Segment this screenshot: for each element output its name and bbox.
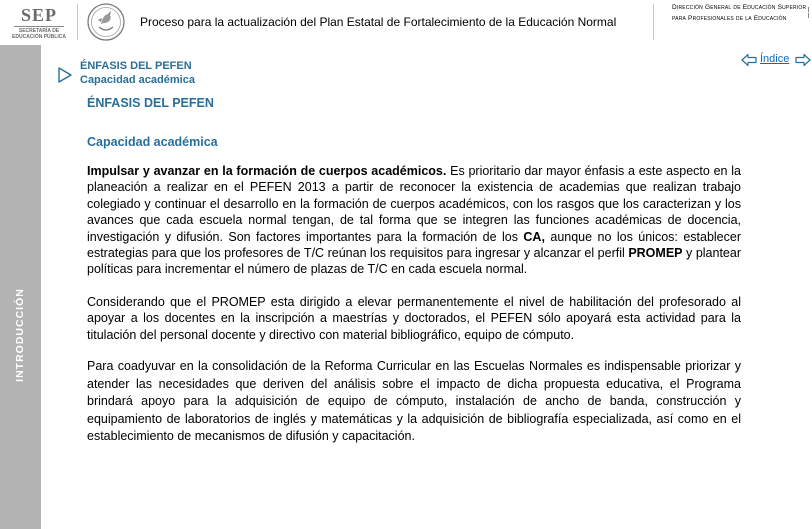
paragraph-promep: Considerando que el PROMEP esta dirigido a elevar permanentemente el nivel de habilitación del profesorado al apoyar a los docentes en la inscripción a maestrías y doctorados, el PEFEN sólo apoyará esta actividad para la titulación del personal docente y directivo con material bibliográfico, equipo de cómputo. [87, 294, 741, 342]
paragraph-text: y plantear políticas para incrementar el número de plazas de T/C en cada escuela normal. [87, 246, 741, 277]
breadcrumb-section: ÉNFASIS DEL PEFEN [80, 60, 192, 72]
header-organization: Dirección General de Educación Superior para Profesionales de la Educación [672, 4, 807, 22]
main-content [87, 95, 741, 446]
paragraph-lead: Impulsar y avanzar en la formación de cuerpos académicos. [87, 164, 447, 178]
sep-logo-rule [14, 26, 64, 27]
page-heading: ÉNFASIS DEL PEFEN [87, 96, 214, 110]
header-divider [653, 4, 654, 40]
header-title: Proceso para la actualización del Plan Estatal de Fortalecimiento de la Educación Normal [140, 15, 617, 29]
national-seal-icon [86, 2, 126, 42]
triangle-right-outline-icon [57, 67, 73, 83]
paragraph-reforma-curricular: Para coadyuvar en la consolidación de la Reforma Curricular en las Escuelas Normales es indispensable priorizar y atender las necesidades que deriven del análisis sobre el impacto de dicha propuesta educativa, el Programa brindará apoyo para la adquisición de equipo de cómputo, instalación de ancho de banda, construcción y equipamiento de laboratorios de inglés y matemáticas y la adquisición de bibliografía especializada, así como en el establecimiento de mecanismos de difusión y capacitación. [87, 359, 741, 444]
sep-logo-text: SEP [20, 5, 57, 25]
sep-logo-subtext: SECRETARÍA DE EDUCACIÓN PÚBLICA [12, 28, 66, 40]
paragraph-text: Es prioritario dar mayor énfasis a este aspecto en la planeación a realizar en el PEFEN 2013 a partir de reconocer la existencia de academias que realizan trabajo colegiado y continuar el desarrollo en la formación de cuerpos académicos, con los rasgos que los caracterizan y los avances que cada escuela normal tengan, de tal forma que se integren las funciones académicas de docencia, investigación y difusión. Son factores importantes para la formación de los [87, 164, 741, 244]
arrow-right-outline-icon[interactable] [795, 53, 811, 67]
paragraph-cuerpos-academicos [87, 163, 741, 278]
breadcrumb-subsection: Capacidad académica [80, 74, 195, 86]
ca-term: CA, [523, 229, 545, 244]
promep-term: PROMEP [628, 246, 683, 261]
arrow-left-outline-icon[interactable] [741, 53, 757, 67]
header-divider [77, 4, 78, 40]
header-edge-marks [806, 6, 812, 20]
section-heading: Capacidad académica [87, 135, 218, 149]
sep-logo [6, 5, 72, 41]
sidebar [0, 45, 41, 529]
sidebar-label: INTRODUCCIÓN [14, 288, 26, 382]
page-header [0, 0, 812, 44]
index-link[interactable]: Índice [760, 53, 790, 65]
paragraph-text: aunque no los únicos: establecer estrategias para que los profesores de T/C reúnan los requisitos para ingresar y alcanzar el perfil [87, 229, 741, 261]
